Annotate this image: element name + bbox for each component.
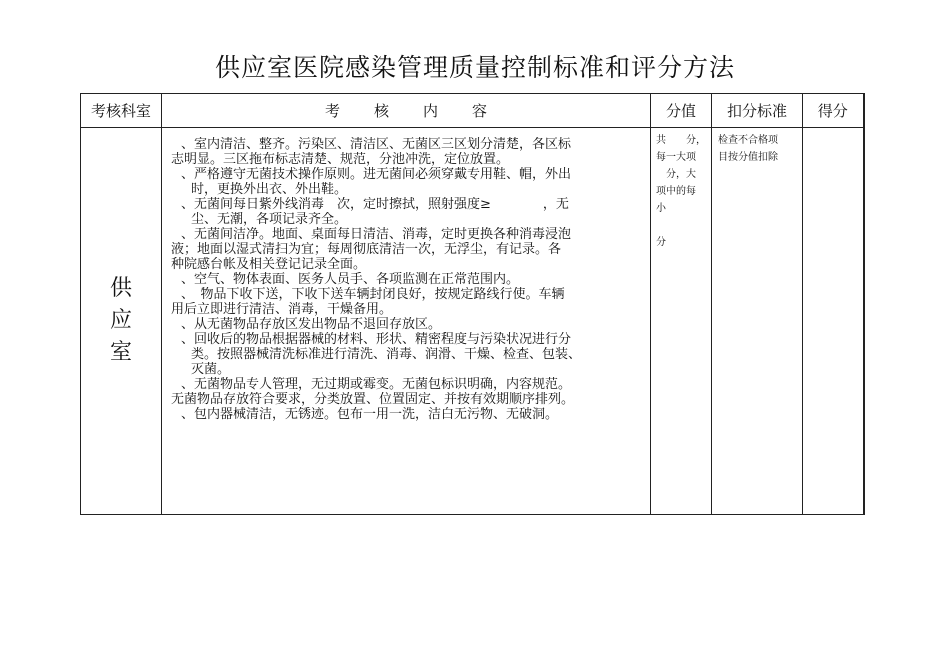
content-line: 液；地面以湿式清扫为宜；每周彻底清洁一次，无浮尘，有记录。各: [171, 242, 562, 257]
score-cell: [651, 128, 712, 515]
content-line: 、 物品下收下送，下收下送车辆封闭良好，按规定路线行使。车辆: [181, 287, 565, 302]
score-line: [656, 217, 708, 234]
content-line: 、包内器械清洁，无锈迹。包布一用一洗，洁白无污物、无破洞。: [181, 407, 559, 422]
content-line: 、严格遵守无菌技术操作原则。进无菌间必须穿戴专用鞋、帽，外出: [181, 167, 572, 182]
table-row: [81, 128, 864, 515]
header-deduction: 扣分标准: [712, 94, 803, 128]
table-header-row: [81, 94, 864, 128]
deduction-line: 目按分值扣除: [718, 152, 778, 163]
page-title: 供应室医院感染管理质量控制标准和评分方法: [214, 53, 735, 82]
content-line: 、无菌间每日紫外线消毒 次，定时擦拭，照射强度≥ ，无: [181, 197, 569, 212]
header-points: 得分: [803, 94, 864, 128]
content-line: 尘、无潮，各项记录齐全。: [191, 212, 348, 227]
score-line: 分: [656, 237, 666, 248]
header-dept: 考核科室: [81, 94, 162, 128]
content-line: 类。按照器械清洗标准进行清洗、消毒、润滑、干燥、检查、包装、: [191, 347, 582, 362]
content-line: 、空气、物体表面、医务人员手、各项监测在正常范围内。: [181, 272, 520, 287]
dept-char: 应: [109, 308, 132, 333]
content-line: 时，更换外出衣、外出鞋。: [191, 182, 348, 197]
evaluation-table: [80, 93, 865, 515]
content-line: 、无菌物品专人管理，无过期或霉变。无菌包标识明确，内容规范。: [181, 377, 572, 392]
dept-char: 室: [109, 340, 132, 365]
score-line: 项中的每: [656, 186, 696, 197]
dept-cell: [81, 128, 162, 515]
content-line: 、室内清洁、整齐。污染区、清洁区、无菌区三区划分清楚，各区标: [181, 137, 572, 152]
content-line: 灭菌。: [191, 362, 231, 377]
header-score: 分值: [651, 94, 712, 128]
deduction-cell: [712, 128, 803, 515]
score-line: 每一大项: [656, 152, 696, 163]
header-content: 考核内容: [162, 94, 651, 128]
content-line: 、无菌间洁净。地面、桌面每日清洁、消毒，定时更换各种消毒浸泡: [181, 227, 572, 242]
points-cell: [803, 128, 864, 515]
score-line: 共 分，: [656, 135, 706, 146]
content-line: 、回收后的物品根据器械的材料、形状、精密程度与污染状况进行分: [181, 332, 572, 347]
deduction-line: 检查不合格项: [718, 135, 778, 146]
content-line: 种院感台帐及相关登记记录全面。: [171, 257, 367, 272]
content-line: 志明显。三区拖布标志清楚、规范，分池冲洗，定位放置。: [171, 152, 510, 167]
score-line: 小: [656, 203, 666, 214]
score-line: 分，大: [656, 169, 696, 180]
content-line: 、从无菌物品存放区发出物品不退回存放区。: [181, 317, 442, 332]
content-cell: [162, 128, 651, 515]
content-line: 无菌物品存放符合要求，分类放置、位置固定、并按有效期顺序排列。: [171, 392, 575, 407]
content-line: 用后立即进行清洁、消毒，干燥备用。: [171, 302, 393, 317]
dept-char: 供: [109, 276, 132, 301]
